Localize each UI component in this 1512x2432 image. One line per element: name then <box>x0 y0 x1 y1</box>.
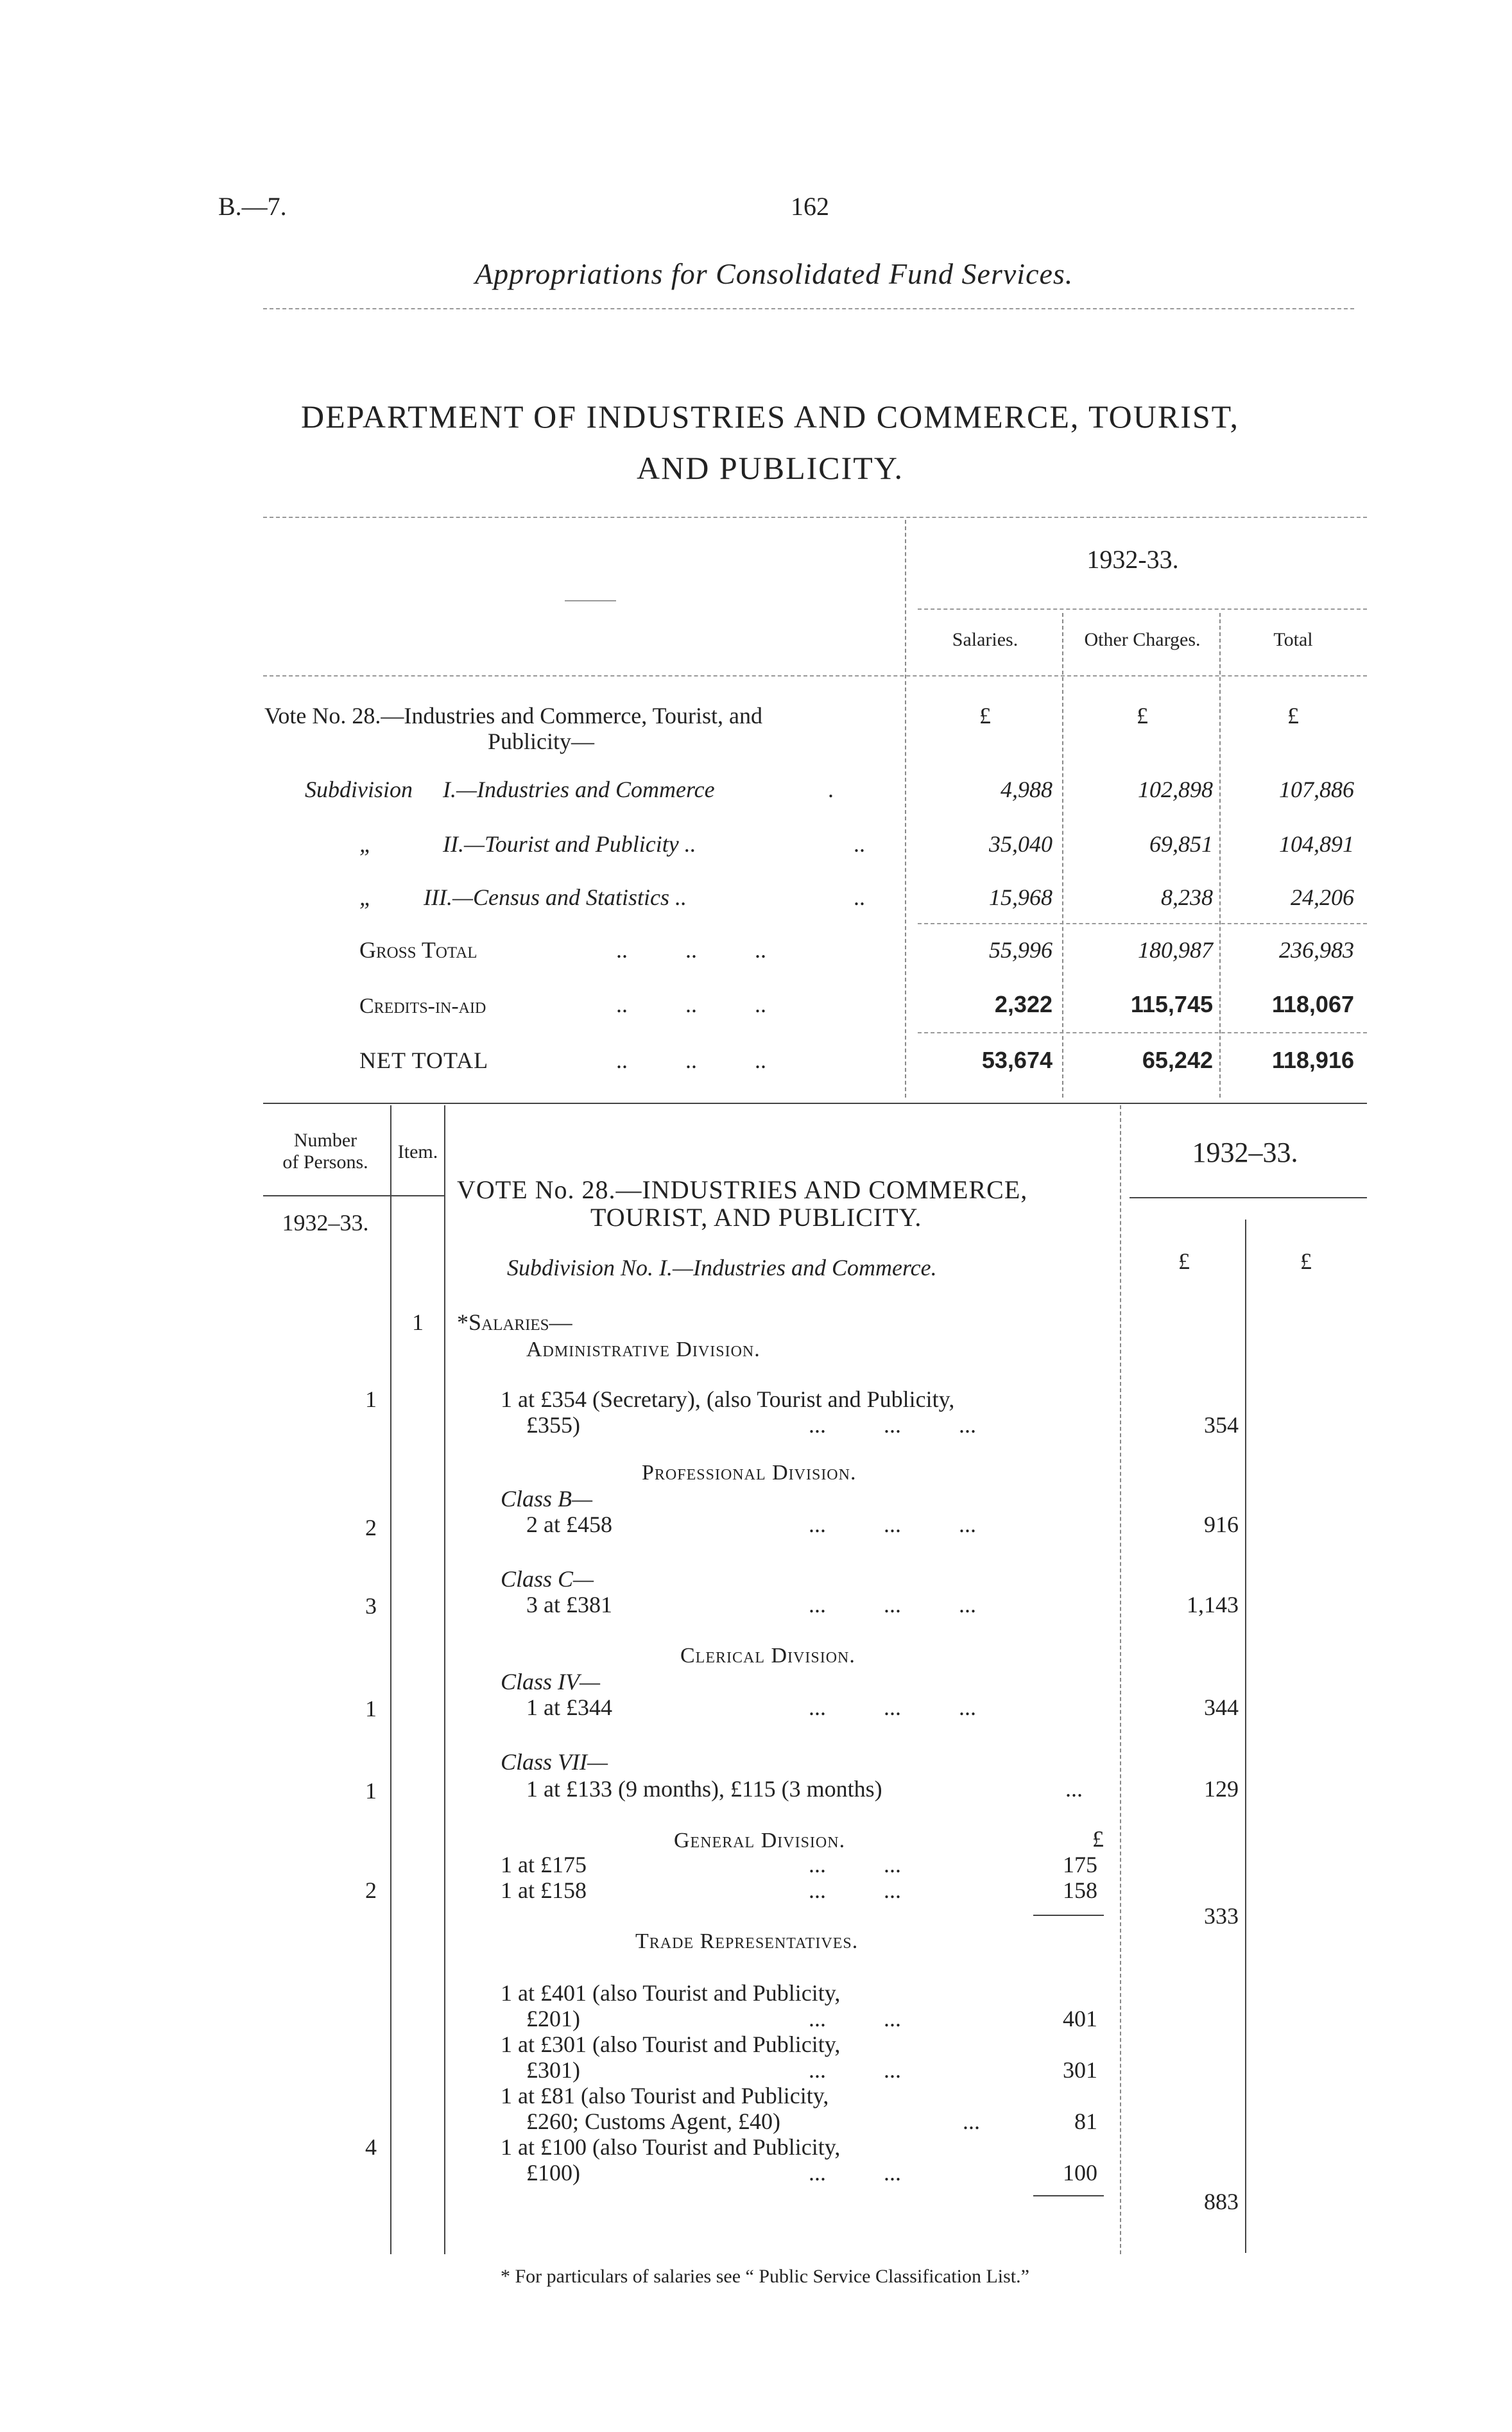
leader-dots: .. <box>854 831 865 857</box>
class-vii-heading: Class VII— <box>501 1749 608 1775</box>
net-other: 65,242 <box>1142 1047 1213 1073</box>
currency-total: £ <box>1287 703 1299 729</box>
amount-year: 1932–33. <box>1192 1137 1298 1168</box>
leader-dots: ... ... ... <box>809 1412 976 1438</box>
cell-salaries: 15,968 <box>989 884 1052 910</box>
salaries-heading: *Salaries— <box>457 1309 572 1335</box>
amount-currency: £ <box>1178 1248 1190 1274</box>
cell-salaries: 4,988 <box>1001 777 1052 802</box>
net-salaries: 53,674 <box>981 1047 1052 1073</box>
cell-total: 24,206 <box>1291 884 1354 910</box>
summary-vote-line2: Publicity— <box>488 729 595 754</box>
trade-amount: 81 <box>1074 2109 1097 2134</box>
leader-dots: ... ... <box>809 1852 901 1877</box>
column-header-salaries: Salaries. <box>952 629 1018 650</box>
leader-dots: .. .. .. <box>616 992 766 1017</box>
leader-dots: ... <box>1065 1776 1083 1802</box>
trade-line2: £100) <box>526 2160 580 2186</box>
trade-amount: 401 <box>1063 2006 1097 2031</box>
trade-line1: 1 at £81 (also Tourist and Publicity, <box>501 2083 829 2109</box>
general-division-heading: General Division. <box>674 1829 846 1852</box>
gross-salaries: 55,996 <box>989 937 1052 963</box>
class-c-line: 3 at £381 <box>526 1592 612 1617</box>
footnote: * For particulars of salaries see “ Public Service Classification List.” <box>501 2266 1029 2287</box>
summary-col-divider-2 <box>1219 613 1221 1098</box>
summary-label-divider <box>905 520 906 1098</box>
leader-dots: ... ... <box>809 1877 901 1903</box>
net-total-label: NET TOTAL <box>359 1048 489 1073</box>
header-number-of-persons <box>264 1130 386 1173</box>
leader-dots: . <box>828 777 834 802</box>
row-label-prefix: „ <box>359 831 373 857</box>
trade-representatives-heading: Trade Representatives. <box>635 1929 859 1953</box>
trade-persons: 4 <box>365 2134 377 2160</box>
cell-other: 69,851 <box>1149 831 1213 857</box>
class-b-heading: Class B— <box>501 1486 593 1512</box>
row-label: III.—Census and Statistics .. <box>424 884 687 910</box>
trade-line2: £301) <box>526 2057 580 2083</box>
leader-dots: ... ... <box>809 2006 901 2031</box>
page-number: 162 <box>791 192 829 221</box>
currency-other: £ <box>1137 703 1148 729</box>
class-vii-amount: 129 <box>1204 1776 1239 1802</box>
cell-salaries: 35,040 <box>989 831 1052 857</box>
admin-amount: 354 <box>1204 1412 1239 1438</box>
item-number: 1 <box>412 1309 424 1335</box>
class-iv-persons: 1 <box>365 1696 377 1721</box>
persons-header-rule <box>263 1195 444 1196</box>
administrative-division-heading: Administrative Division. <box>526 1338 760 1361</box>
row-label-prefix: Subdivision <box>305 777 413 802</box>
net-rule <box>918 1032 1367 1033</box>
general-line2: 1 at £158 <box>501 1877 587 1903</box>
row-label: II.—Tourist and Publicity .. <box>443 831 696 857</box>
total-column-divider <box>1245 1220 1246 2253</box>
leader-dots: .. .. .. <box>616 937 766 963</box>
cell-other: 8,238 <box>1161 884 1213 910</box>
general-amount2: 158 <box>1063 1877 1097 1903</box>
class-vii-persons: 1 <box>365 1778 377 1804</box>
class-iv-amount: 344 <box>1204 1695 1239 1720</box>
header-rule <box>263 308 1354 309</box>
professional-division-heading: Professional Division. <box>642 1461 857 1485</box>
gross-total-label: Gross Total <box>359 937 477 963</box>
leader-dots: ... ... ... <box>809 1512 976 1537</box>
net-total: 118,916 <box>1271 1047 1354 1073</box>
department-title-line2: AND PUBLICITY. <box>637 450 904 486</box>
class-c-amount: 1,143 <box>1187 1592 1239 1617</box>
general-persons: 2 <box>365 1877 377 1903</box>
class-c-heading: Class C— <box>501 1566 594 1592</box>
summary-year-rule <box>918 608 1367 610</box>
class-b-line: 2 at £458 <box>526 1512 612 1537</box>
credits-total: 118,067 <box>1271 991 1354 1017</box>
gross-total: 236,983 <box>1279 937 1354 963</box>
summary-year: 1932-33. <box>1087 545 1179 574</box>
class-vii-line: 1 at £133 (9 months), £115 (3 months) <box>526 1776 882 1802</box>
general-total: 333 <box>1204 1903 1239 1929</box>
credits-label: Credits-in-aid <box>359 994 486 1018</box>
vote-title-line1: VOTE No. 28.—INDUSTRIES AND COMMERCE, <box>457 1175 1028 1204</box>
leader-dots: ... ... ... <box>809 1592 976 1617</box>
subtotal-rule <box>918 923 1367 924</box>
general-amount1: 175 <box>1063 1852 1097 1877</box>
column-header-total: Total <box>1273 629 1313 650</box>
row-label-prefix: „ <box>359 884 373 910</box>
leader-dots: ... ... <box>809 2160 901 2186</box>
item-column-divider <box>444 1105 445 2254</box>
cell-other: 102,898 <box>1138 777 1213 802</box>
header-item: Item. <box>397 1141 438 1162</box>
clerical-division-heading: Clerical Division. <box>680 1644 855 1668</box>
department-title-line1: DEPARTMENT OF INDUSTRIES AND COMMERCE, TOURIST, <box>300 399 1240 435</box>
general-line1: 1 at £175 <box>501 1852 587 1877</box>
persons-header-line1: Number <box>293 1130 357 1151</box>
summary-col-divider-1 <box>1062 613 1063 1098</box>
trade-line1: 1 at £100 (also Tourist and Publicity, <box>501 2134 841 2160</box>
trade-line1: 1 at £301 (also Tourist and Publicity, <box>501 2031 841 2057</box>
amount-year-rule <box>1130 1197 1367 1198</box>
amount-column-divider <box>1120 1105 1121 2254</box>
trade-amount: 301 <box>1063 2057 1097 2083</box>
currency-salaries: £ <box>979 703 991 729</box>
leader-dots: .. .. .. <box>616 1048 766 1073</box>
vote-title-line2: TOURIST, AND PUBLICITY. <box>590 1203 922 1232</box>
column-header-other-charges: Other Charges. <box>1084 629 1201 650</box>
persons-column-divider <box>390 1105 391 2254</box>
trade-line1: 1 at £401 (also Tourist and Publicity, <box>501 1980 841 2006</box>
persons-year: 1932–33. <box>282 1210 369 1236</box>
total-currency: £ <box>1300 1248 1312 1274</box>
class-iv-heading: Class IV— <box>501 1669 601 1695</box>
admin-persons: 1 <box>365 1386 377 1412</box>
class-iv-line: 1 at £344 <box>526 1695 612 1720</box>
subdivision-title: Subdivision No. I.—Industries and Commerce. <box>507 1255 937 1281</box>
class-c-persons: 3 <box>365 1593 377 1619</box>
summary-top-rule <box>263 517 1367 518</box>
document-reference: B.—7. <box>218 192 287 221</box>
leader-dots: ... <box>963 2109 980 2134</box>
trade-line2: £201) <box>526 2006 580 2031</box>
cell-total: 107,886 <box>1279 777 1354 802</box>
trade-total: 883 <box>1204 2189 1239 2214</box>
admin-line2: £355) <box>526 1412 580 1438</box>
class-b-persons: 2 <box>365 1515 377 1540</box>
gross-other: 180,987 <box>1138 937 1213 963</box>
cell-total: 104,891 <box>1279 831 1354 857</box>
summary-header-rule <box>263 675 1367 677</box>
leader-dots: .. <box>854 884 865 910</box>
credits-salaries: 2,322 <box>994 991 1052 1017</box>
persons-header-line2: of Persons. <box>282 1151 368 1173</box>
general-currency: £ <box>1092 1826 1104 1852</box>
row-label: I.—Industries and Commerce <box>443 777 715 802</box>
page-subtitle: Appropriations for Consolidated Fund Services. <box>475 257 1074 290</box>
general-subtotal-rule <box>1033 1915 1104 1916</box>
admin-line1: 1 at £354 (Secretary), (also Tourist and Publicity, <box>501 1386 955 1412</box>
trade-amount: 100 <box>1063 2160 1097 2186</box>
leader-dots: ... ... <box>809 2057 901 2083</box>
trade-subtotal-rule <box>1033 2195 1104 2196</box>
trade-line2: £260; Customs Agent, £40) <box>526 2109 781 2134</box>
class-b-amount: 916 <box>1204 1512 1239 1537</box>
blank-header-dash <box>565 600 616 601</box>
summary-vote-line1: Vote No. 28.—Industries and Commerce, Tourist, and <box>264 703 763 729</box>
credits-other: 115,745 <box>1130 991 1213 1017</box>
detail-top-rule <box>263 1103 1367 1104</box>
leader-dots: ... ... ... <box>809 1695 976 1720</box>
